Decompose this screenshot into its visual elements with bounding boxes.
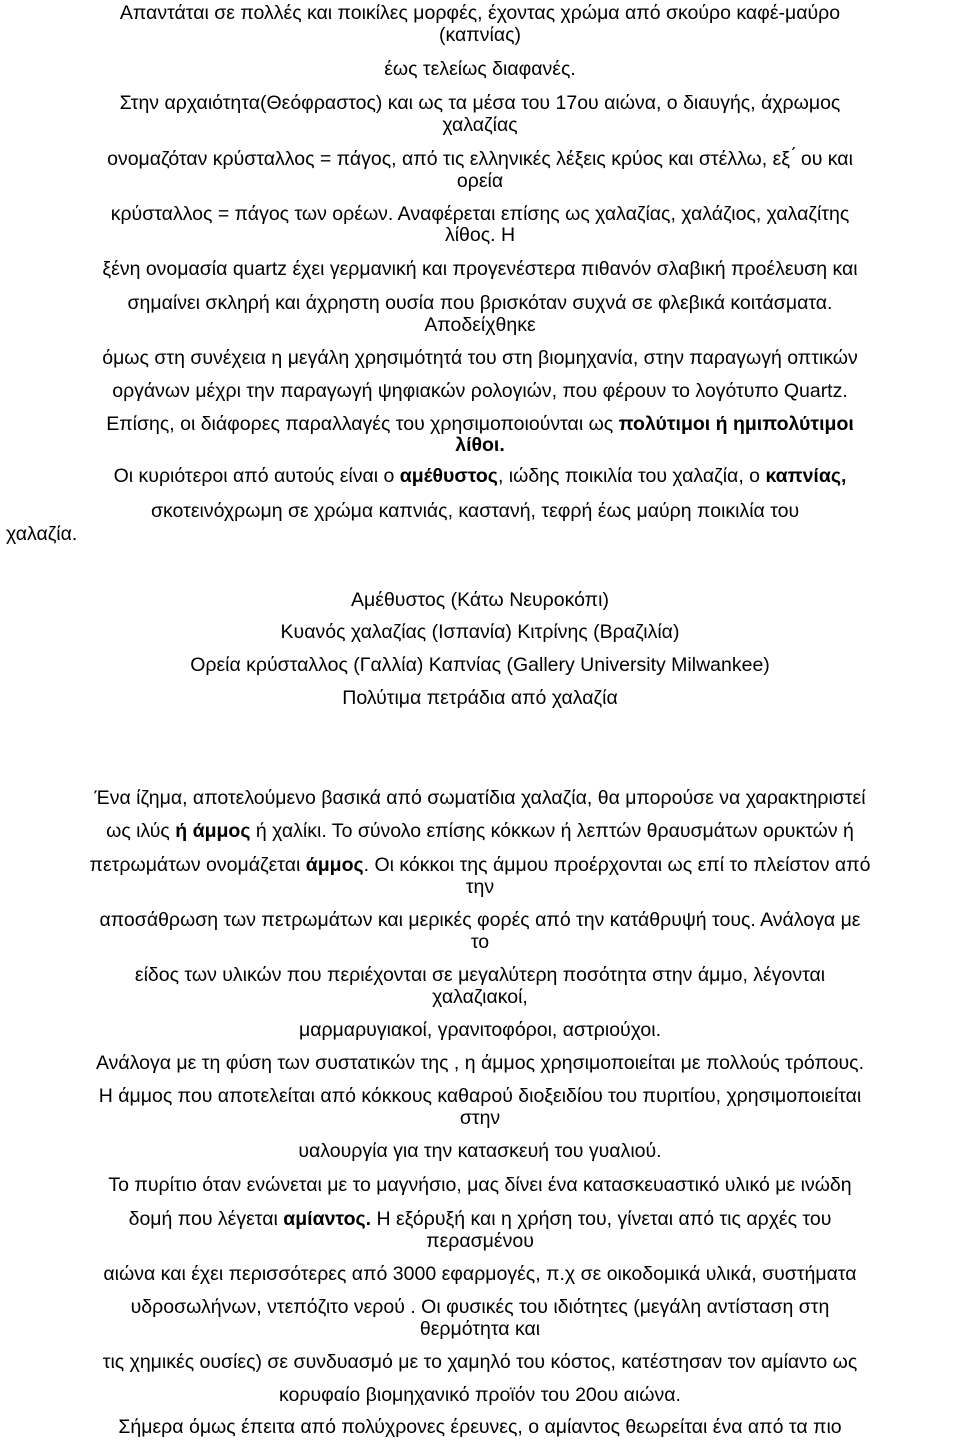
text-line: όμως στη συνέχεια η μεγάλη χρησιμότητά του στη βιομηχανία, στην παραγωγή οπτικών bbox=[102, 347, 858, 369]
text-line: αποσάθρωση των πετρωμάτων και μερικές φορές από την κατάθρυψή τους. Ανάλογα με bbox=[99, 909, 861, 931]
text-line: μαρμαρυγιακοί, γρανιτοφόροι, αστριούχοι. bbox=[298, 1019, 662, 1041]
text-line: την bbox=[465, 876, 495, 898]
text-line: αιώνα και έχει περισσότερες από 3000 εφαρμογές, π.χ σε οικοδομικά υλικά, συστήματα bbox=[103, 1263, 857, 1285]
text-line: Απαντάται σε πολλές και ποικίλες μορφές, έχοντας χρώμα από σκούρο καφέ-μαύρο bbox=[119, 2, 841, 24]
image-caption: Αμέθυστος (Κάτω Νευροκόπι) bbox=[351, 589, 609, 611]
text-line: Η άμμος που αποτελείται από κόκκους καθαρού διοξειδίου του πυριτίου, χρησιμοποιείται bbox=[98, 1085, 862, 1107]
text-span: δομή που λέγεται bbox=[128, 1208, 284, 1230]
text-line: Στην αρχαιότητα(Θεόφραστος) και ως τα μέσα του 17ου αιώνα, ο διαυγής, άχρωμος bbox=[119, 92, 841, 114]
bold-term: καπνίας, bbox=[765, 465, 847, 487]
text-span: . Οι κόκκοι της άμμου προέρχονται ως επί το πλείστον από bbox=[363, 854, 871, 876]
text-line: το bbox=[470, 931, 490, 953]
text-line: έως τελείως διαφανές. bbox=[384, 58, 576, 80]
text-line bbox=[0, 413, 960, 435]
bold-term: πολύτιμοι ή ημιπολύτιμοι bbox=[618, 413, 854, 435]
text-line bbox=[0, 1208, 960, 1230]
bold-term: αμίαντος. bbox=[283, 1208, 372, 1230]
text-line bbox=[0, 820, 960, 842]
text-span: ή χαλίκι. Το σύνολο επίσης κόκκων ή λεπτών θραυσμάτων ορυκτών ή bbox=[250, 820, 854, 842]
text-line: χαλαζία. bbox=[6, 523, 78, 545]
text-span: ως ιλύς bbox=[106, 820, 176, 842]
bold-term: ή άμμος bbox=[175, 820, 251, 842]
text-line: λίθος. Η bbox=[444, 224, 516, 246]
image-caption: Πολύτιμα πετράδια από χαλαζία bbox=[342, 687, 618, 709]
bold-term: άμμος bbox=[305, 854, 364, 876]
text-span: , ιώδης ποικιλία του χαλαζία, ο bbox=[497, 465, 766, 487]
text-line: λίθοι. bbox=[455, 434, 505, 456]
text-line: Το πυρίτιο όταν ενώνεται με το μαγνήσιο, μας δίνει ένα κατασκευαστικό υλικό με ινώδη bbox=[108, 1174, 852, 1196]
text-line: ονομαζόταν κρύσταλλος = πάγος, από τις ελληνικές λέξεις κρύος και στέλλω, εξ ́ ου και bbox=[107, 148, 853, 170]
text-span: Επίσης, οι διάφορες παραλλαγές του χρησιμοποιούνται ως bbox=[106, 413, 619, 435]
text-span: Οι κυριότεροι από αυτούς είναι ο bbox=[113, 465, 400, 487]
text-line: οργάνων μέχρι την παραγωγή ψηφιακών ρολογιών, που φέρουν το λογότυπο Quartz. bbox=[112, 380, 848, 402]
text-line: χαλαζιακοί, bbox=[432, 986, 528, 1008]
text-line bbox=[0, 465, 960, 487]
text-line: περασμένου bbox=[426, 1230, 534, 1252]
bold-term: αμέθυστος bbox=[399, 465, 498, 487]
text-line bbox=[0, 854, 960, 876]
text-line: είδος των υλικών που περιέχονται σε μεγαλύτερη ποσότητα στην άμμο, λέγονται bbox=[134, 964, 826, 986]
text-line: υδροσωλήνων, ντεπόζιτο νερού . Οι φυσικές του ιδιότητες (μεγάλη αντίσταση στη bbox=[130, 1296, 830, 1318]
text-line: κρύσταλλος = πάγος των ορέων. Αναφέρεται επίσης ως χαλαζίας, χαλάζιος, χαλαζίτης bbox=[110, 203, 850, 225]
image-caption: Κυανός χαλαζίας (Ισπανία) Κιτρίνης (Βραζιλία) bbox=[280, 621, 680, 643]
text-span: Η εξόρυξή και η χρήση του, γίνεται από τις αρχές του bbox=[371, 1208, 832, 1230]
text-line: Σήμερα όμως έπειτα από πολύχρονες έρευνες, ο αμίαντος θεωρείται ένα από τα πιο bbox=[118, 1416, 842, 1438]
text-line: στην bbox=[459, 1107, 501, 1129]
text-line: κορυφαίο βιομηχανικό προϊόν του 20ου αιώνα. bbox=[279, 1384, 681, 1406]
text-line: Ένα ίζημα, αποτελούμενο βασικά από σωματίδια χαλαζία, θα μπορούσε να χαρακτηριστεί bbox=[94, 787, 866, 809]
image-caption: Ορεία κρύσταλλος (Γαλλία) Καπνίας (Gallery University Milwankee) bbox=[190, 654, 770, 676]
text-line: Αποδείχθηκε bbox=[424, 314, 536, 336]
text-line: σκοτεινόχρωμη σε χρώμα καπνιάς, καστανή, τεφρή έως μαύρη ποικιλία του bbox=[151, 500, 800, 522]
text-span: πετρωμάτων ονομάζεται bbox=[89, 854, 306, 876]
text-line: (καπνίας) bbox=[439, 24, 521, 46]
text-line: υαλουργία για την κατασκευή του γυαλιού. bbox=[298, 1140, 662, 1162]
text-line: σημαίνει σκληρή και άχρηστη ουσία που βρισκόταν συχνά σε φλεβικά κοιτάσματα. bbox=[127, 292, 833, 314]
text-line: Ανάλογα με τη φύση των συστατικών της , η άμμος χρησιμοποιείται με πολλούς τρόπους. bbox=[96, 1052, 864, 1074]
text-line: ορεία bbox=[456, 170, 504, 192]
text-line: ξένη ονομασία quartz έχει γερμανική και προγενέστερα πιθανόν σλαβική προέλευση και bbox=[102, 258, 858, 280]
text-line: τις χημικές ουσίες) σε συνδυασμό με το χαμηλό του κόστος, κατέστησαν τον αμίαντο ως bbox=[102, 1351, 858, 1373]
text-line: χαλαζίας bbox=[442, 114, 518, 136]
text-line: θερμότητα και bbox=[419, 1318, 541, 1340]
